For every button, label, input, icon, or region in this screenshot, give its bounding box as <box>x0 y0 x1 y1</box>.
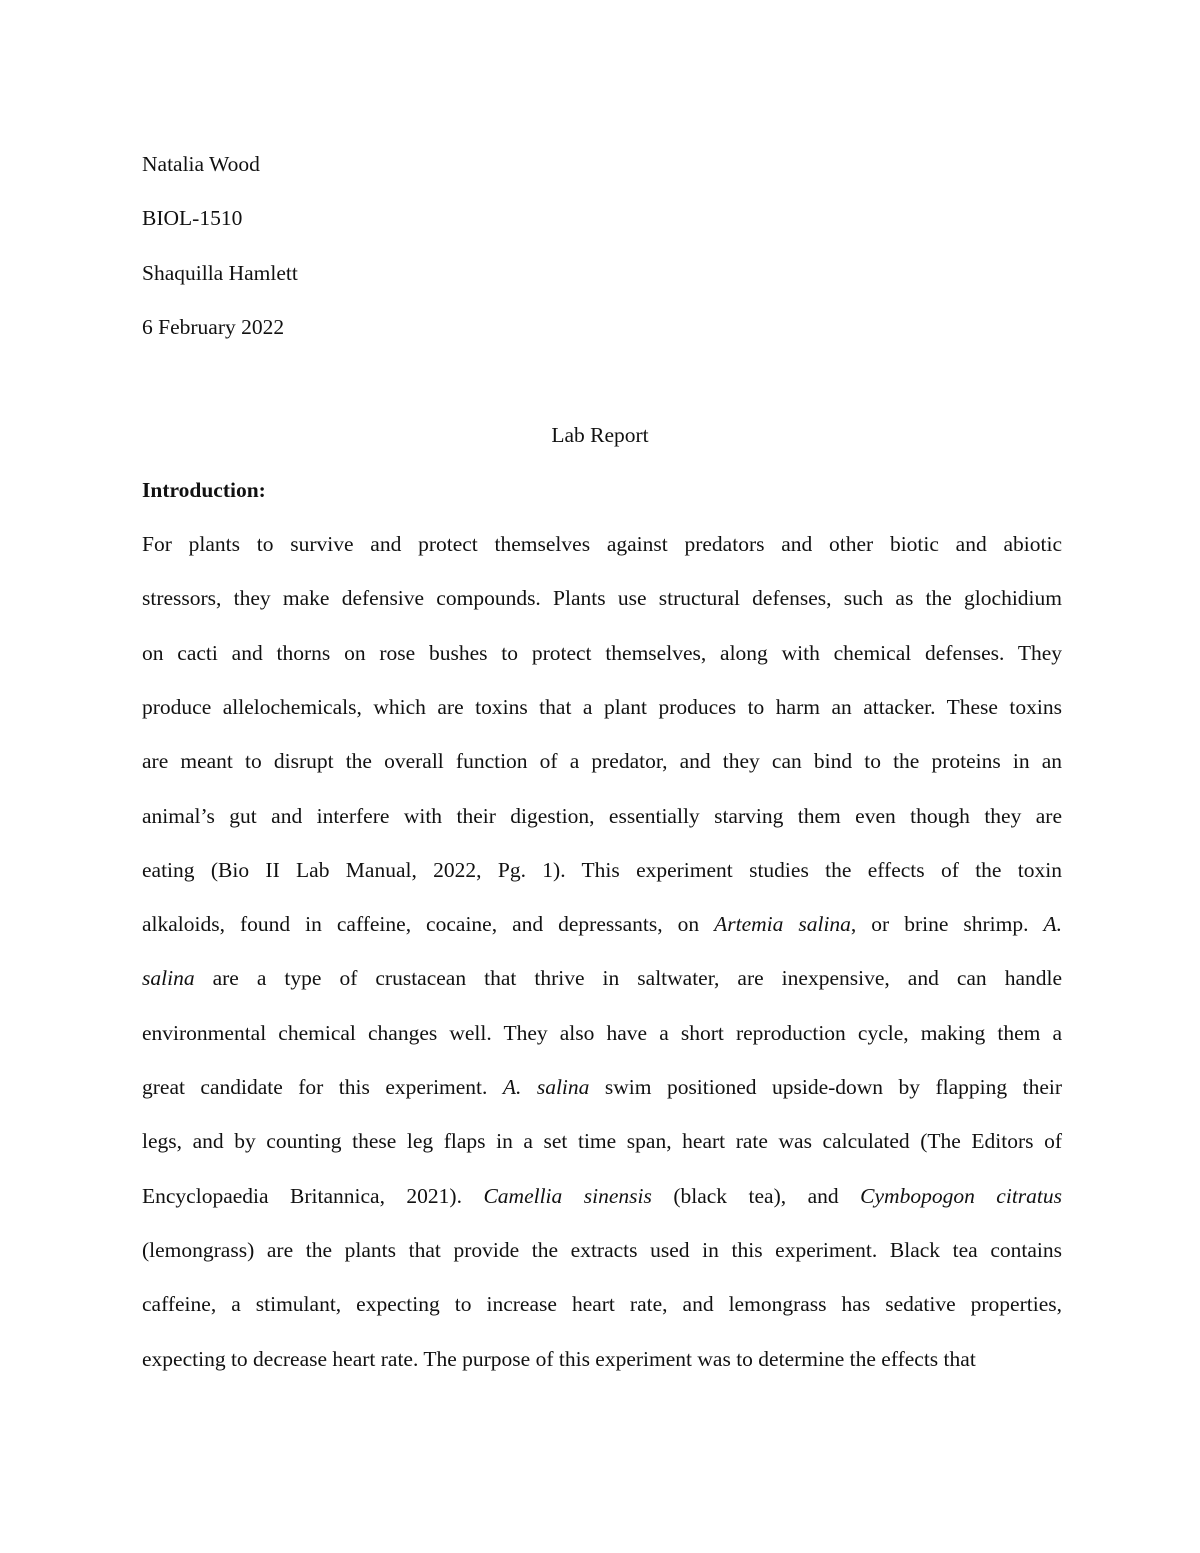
text-run: great candidate for this experiment. <box>142 1075 503 1100</box>
text-run: swim positioned upside-down by flapping their <box>589 1075 1062 1100</box>
italic-term: Cymbopogon citratus <box>860 1183 1062 1208</box>
text-run: alkaloids, found in caffeine, cocaine, and depressants, on <box>142 912 715 937</box>
paragraph-line <box>142 1223 1062 1277</box>
document-title: Lab Report <box>551 423 649 448</box>
text-run: (lemongrass) are the plants that provide the extracts used in this experiment. Black tea contains <box>142 1237 1062 1262</box>
text-run: expecting to decrease heart rate. The purpose of this experiment was to determine the effects that <box>142 1346 976 1371</box>
introduction-paragraph <box>142 517 1062 1386</box>
text-run: (black tea), and <box>651 1183 861 1208</box>
text-run: animal’s gut and interfere with their digestion, essentially starving them even though they are <box>142 803 1062 828</box>
text-run: eating (Bio II Lab Manual, 2022, Pg. 1). This experiment studies the effects of the toxin <box>142 857 1062 882</box>
paragraph-line <box>142 951 1062 1005</box>
paragraph-line <box>142 1006 1062 1060</box>
italic-term: A. <box>1043 912 1062 937</box>
text-run: Encyclopaedia Britannica, 2021). <box>142 1183 484 1208</box>
document-date: 6 February 2022 <box>142 314 285 339</box>
introduction-heading: Introduction: <box>142 477 266 502</box>
paragraph-line <box>142 517 1062 571</box>
paragraph-line <box>142 626 1062 680</box>
text-run: produce allelochemicals, which are toxins that a plant produces to harm an attacker. These toxins <box>142 694 1062 719</box>
text-run: on cacti and thorns on rose bushes to protect themselves, along with chemical defenses. They <box>142 640 1062 665</box>
paragraph-line <box>142 1277 1062 1331</box>
text-run: are meant to disrupt the overall function of a predator, and they can bind to the proteins in an <box>142 749 1062 774</box>
italic-term: Camellia sinensis <box>483 1183 652 1208</box>
paragraph-line <box>142 789 1062 843</box>
paragraph-line <box>142 680 1062 734</box>
paragraph-line <box>142 897 1062 951</box>
text-run: caffeine, a stimulant, expecting to increase heart rate, and lemongrass has sedative properties, <box>142 1292 1062 1317</box>
paragraph-line <box>142 1060 1062 1114</box>
paragraph-line <box>142 571 1062 625</box>
text-run: For plants to survive and protect themselves against predators and other biotic and abiotic <box>142 532 1062 557</box>
text-run: stressors, they make defensive compounds. Plants use structural defenses, such as the glochidium <box>142 586 1062 611</box>
document-content <box>142 137 1062 1386</box>
text-run: , or brine shrimp. <box>850 912 1044 937</box>
paragraph-line <box>142 1332 1062 1386</box>
course-code: BIOL-1510 <box>142 206 243 231</box>
author-name: Natalia Wood <box>142 152 260 176</box>
paragraph-line <box>142 734 1062 788</box>
italic-term: salina <box>142 966 195 991</box>
text-run: legs, and by counting these leg flaps in a set time span, heart rate was calculated (The Editors of <box>142 1129 1062 1154</box>
instructor-name: Shaquilla Hamlett <box>142 260 298 285</box>
italic-term: A. salina <box>502 1075 590 1100</box>
text-run: environmental chemical changes well. They also have a short reproduction cycle, making them a <box>142 1020 1062 1045</box>
text-run: are a type of crustacean that thrive in saltwater, are inexpensive, and can handle <box>194 966 1062 991</box>
italic-term: Artemia salina <box>714 912 851 937</box>
paragraph-line <box>142 1169 1062 1223</box>
paragraph-line <box>142 843 1062 897</box>
paragraph-line <box>142 1114 1062 1168</box>
